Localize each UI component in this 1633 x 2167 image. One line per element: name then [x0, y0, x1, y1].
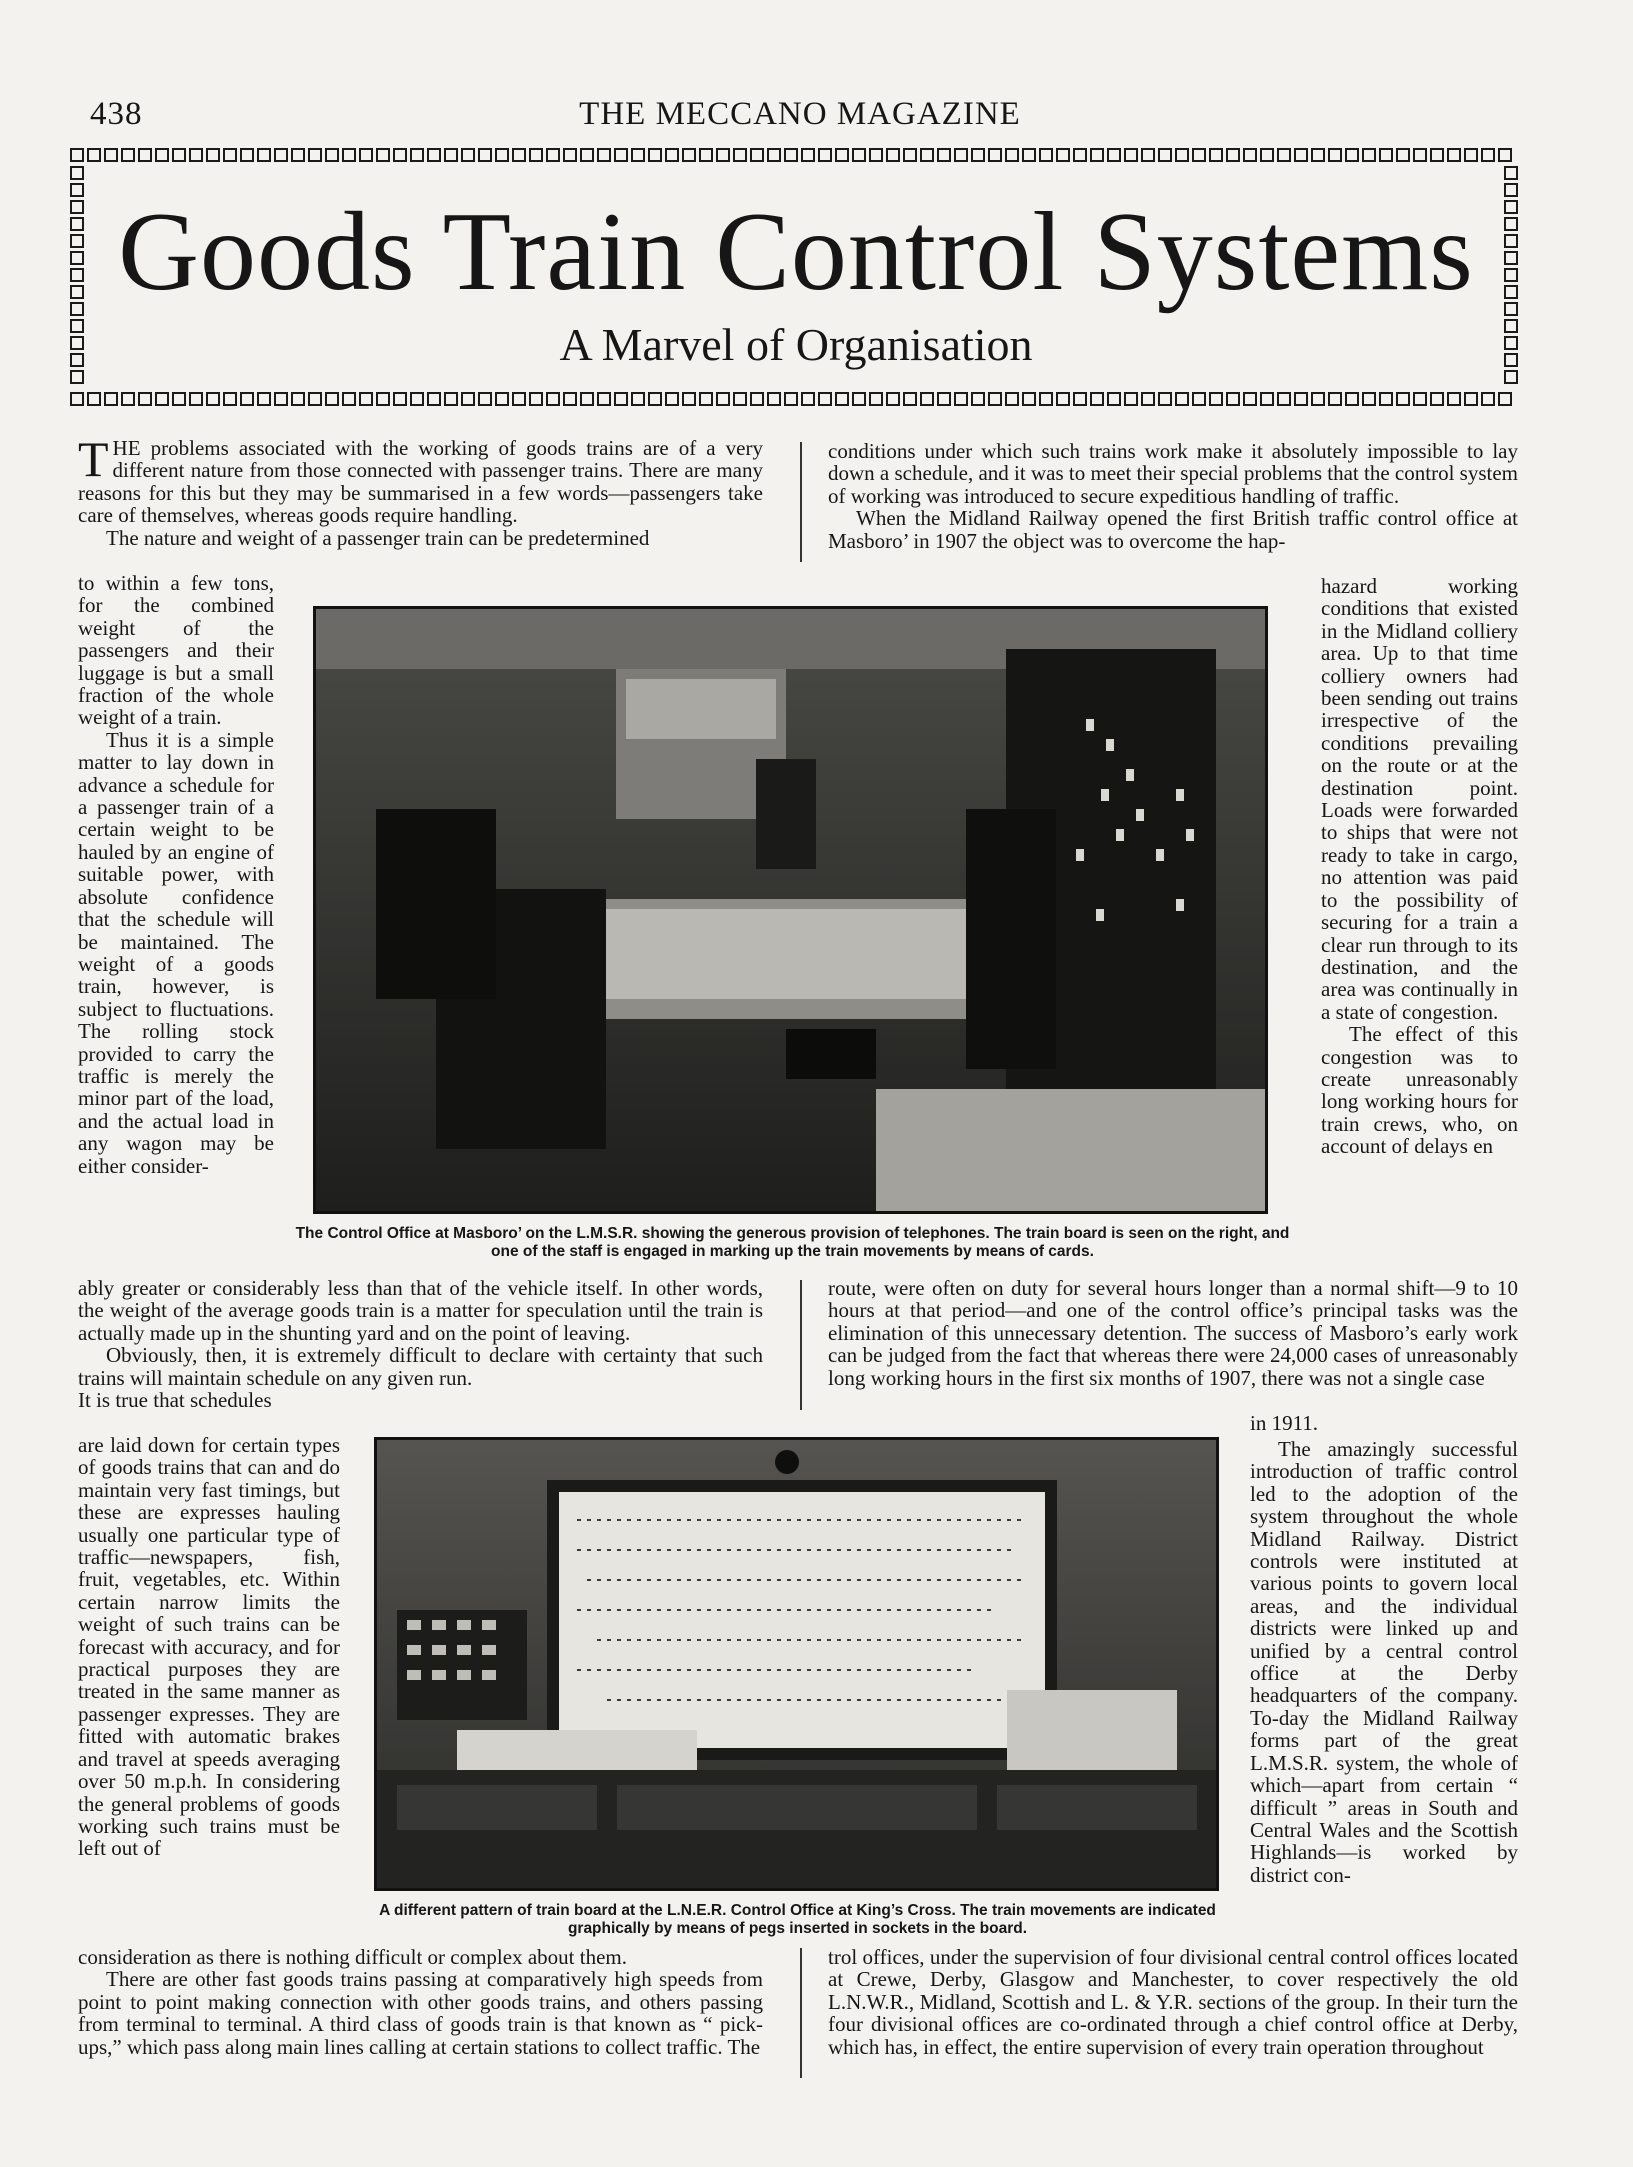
border-square	[1379, 148, 1393, 162]
border-square	[852, 148, 866, 162]
right-bottom-text	[828, 1946, 1518, 2058]
border-square	[291, 148, 305, 162]
drop-cap: T	[78, 431, 109, 487]
border-square	[1294, 148, 1308, 162]
border-square	[478, 148, 492, 162]
border-square	[1277, 148, 1291, 162]
right-narrow-text-1	[1321, 575, 1518, 1158]
border-square	[155, 148, 169, 162]
left-mid-text	[78, 1277, 763, 1411]
right-top-text	[828, 440, 1518, 552]
border-square	[835, 392, 849, 406]
border-square	[648, 148, 662, 162]
border-square	[444, 148, 458, 162]
border-square	[1158, 392, 1172, 406]
border-square	[699, 148, 713, 162]
border-square	[920, 148, 934, 162]
border-square	[784, 392, 798, 406]
border-square	[461, 392, 475, 406]
border-square	[767, 392, 781, 406]
border-square	[121, 148, 135, 162]
column-rule-top	[800, 442, 802, 562]
border-square	[869, 392, 883, 406]
border-square	[393, 392, 407, 406]
border-square	[1175, 148, 1189, 162]
border-square	[818, 148, 832, 162]
border-square	[1430, 392, 1444, 406]
border-square	[291, 392, 305, 406]
left-bottom-text	[78, 1946, 763, 2058]
border-square	[1175, 392, 1189, 406]
border-square	[1226, 392, 1240, 406]
paragraph: consideration as there is nothing difficult or complex about them.	[78, 1945, 627, 1969]
border-square	[189, 392, 203, 406]
border-square	[427, 392, 441, 406]
border-square	[512, 148, 526, 162]
border-square	[495, 148, 509, 162]
border-square	[376, 148, 390, 162]
paragraph: in 1911.	[1250, 1411, 1319, 1435]
border-square	[801, 148, 815, 162]
border-square	[1090, 392, 1104, 406]
paragraph: Thus it is a simple matter to lay down in advance a schedule for a passenger train of a certain weight to be hauled by an engine of suitable power, with absolute confidence that the schedule will be maintained. The weight of a goods train, however, is subject to fluctuations. The rolling stock provided to carry the traffic is merely the minor part of the load, and the actual load in any wagon may be either consider-	[78, 727, 274, 1178]
paragraph: HE problems associated with the working of goods trains are of a very different nature from those connected with passenger trains. There are many reasons for this but they may be summarised in a few words—passengers take care of themselves, whereas goods require handling.	[78, 436, 763, 528]
border-square	[1413, 392, 1427, 406]
border-square	[529, 148, 543, 162]
border-square	[104, 392, 118, 406]
paragraph: hazard working conditions that existed in the Midland colliery area. Up to that time colliery owners had been sending out trains irrespective of the conditions prevailing on the route or at the destination point. Loads were forwarded to ships that were not ready to take in cargo, no attention was paid to the possibility of securing for a train a clear run through to its destination, and the area was continually in a state of congestion.	[1321, 574, 1518, 1024]
left-top-text	[78, 431, 763, 550]
border-square	[1005, 148, 1019, 162]
border-square	[155, 392, 169, 406]
paragraph: ably greater or considerably less than that of the vehicle itself. In other words, the weight of the average goods train is a matter for speculation until the train is actually made up in the shunting yard and on the point of leaving.	[78, 1276, 763, 1345]
border-square	[274, 392, 288, 406]
border-square	[563, 148, 577, 162]
border-square	[1192, 148, 1206, 162]
border-square	[70, 370, 84, 384]
border-square	[410, 392, 424, 406]
border-square	[903, 392, 917, 406]
border-square	[427, 148, 441, 162]
border-square	[631, 148, 645, 162]
border-square	[716, 392, 730, 406]
paragraph: route, were often on duty for several hours longer than a normal shift—9 to 10 hours at that period—and one of the control office’s principal tasks was the elimination of this unnecessary detention. The success of Masboro’s early work can be judged from the fact that whereas there were 24,000 cases of unreasonably long working hours in the first six months of 1907, there was not a single case	[828, 1276, 1518, 1390]
border-square	[1447, 392, 1461, 406]
photo-control-office-masboro	[313, 606, 1268, 1214]
border-square	[308, 392, 322, 406]
border-square	[1294, 392, 1308, 406]
border-square	[699, 392, 713, 406]
border-square	[971, 148, 985, 162]
border-square	[1362, 392, 1376, 406]
border-square	[1056, 392, 1070, 406]
border-square	[920, 392, 934, 406]
border-square	[937, 148, 951, 162]
border-square	[546, 392, 560, 406]
caption-photo-2: A different pattern of train board at the L.N.E.R. Control Office at King’s Cross. The train movements are indicated graphically by means of pegs inserted in sockets in the board.	[379, 1902, 1216, 1937]
border-square	[1464, 148, 1478, 162]
border-square	[937, 392, 951, 406]
photo-train-board-kings-cross	[374, 1437, 1219, 1891]
border-square	[257, 392, 271, 406]
border-square	[87, 148, 101, 162]
border-square	[784, 148, 798, 162]
border-square	[1022, 148, 1036, 162]
border-square	[121, 392, 135, 406]
border-square	[988, 392, 1002, 406]
border-square	[376, 392, 390, 406]
border-square	[342, 392, 356, 406]
border-square	[733, 148, 747, 162]
border-square	[444, 392, 458, 406]
page-number: 438	[90, 96, 143, 132]
border-square	[631, 392, 645, 406]
border-square	[1226, 148, 1240, 162]
border-square	[257, 148, 271, 162]
border-square	[716, 148, 730, 162]
border-square	[529, 392, 543, 406]
photo-illustration	[377, 1440, 1216, 1888]
border-square	[733, 392, 747, 406]
paragraph: The effect of this congestion was to create unreasonably long working hours for train crews, who, on account of delays en	[1321, 1022, 1518, 1159]
border-square	[240, 148, 254, 162]
border-square	[1022, 392, 1036, 406]
border-square	[563, 392, 577, 406]
border-square	[274, 148, 288, 162]
border-square	[1311, 392, 1325, 406]
border-square	[954, 392, 968, 406]
border-square	[1005, 392, 1019, 406]
border-square	[614, 148, 628, 162]
border-square	[206, 148, 220, 162]
border-square	[886, 148, 900, 162]
border-square	[1243, 392, 1257, 406]
border-square	[325, 392, 339, 406]
border-square	[546, 148, 560, 162]
border-square	[87, 392, 101, 406]
border-square	[1073, 392, 1087, 406]
border-square	[597, 148, 611, 162]
border-square	[1107, 148, 1121, 162]
border-square	[1243, 148, 1257, 162]
border-square	[1209, 148, 1223, 162]
border-square	[1260, 148, 1274, 162]
border-square	[308, 148, 322, 162]
border-square	[835, 148, 849, 162]
border-square	[1504, 166, 1518, 180]
border-square	[359, 392, 373, 406]
border-square	[1481, 392, 1495, 406]
border-square	[172, 148, 186, 162]
right-mid-tail	[1250, 1412, 1518, 1434]
right-mid-text	[828, 1277, 1518, 1389]
border-square	[1260, 392, 1274, 406]
border-square	[189, 148, 203, 162]
border-square	[1430, 148, 1444, 162]
border-square	[886, 392, 900, 406]
border-square	[954, 148, 968, 162]
border-square	[240, 392, 254, 406]
paragraph: The nature and weight of a passenger train can be predetermined	[106, 525, 650, 550]
border-square	[580, 392, 594, 406]
border-square	[1311, 148, 1325, 162]
border-square	[478, 392, 492, 406]
border-square	[1124, 392, 1138, 406]
caption-photo-1: The Control Office at Masboro’ on the L.M.S.R. showing the generous provision of telephones. The train board is seen on the right, and one of the staff is engaged in marking up the train movements by means of cards.	[295, 1225, 1290, 1260]
paragraph: to within a few tons, for the combined weight of the passengers and their luggage is but a small fraction of the whole weight of a train.	[78, 571, 274, 730]
border-square	[767, 148, 781, 162]
column-rule-bottom	[800, 1948, 802, 2078]
border-square	[325, 148, 339, 162]
border-square	[393, 148, 407, 162]
left-narrow-text-3	[78, 1434, 340, 1860]
paragraph: are laid down for certain types of goods trains that can and do maintain very fast timings, but these are expresses hauling usually one particular type of traffic—newspapers, fish, fruit, vegetables, etc. Within certain narrow limits the weight of such trains can be forecast with accuracy, and for practical purposes they are treated in the same manner as passenger expresses. They are fitted with automatic brakes and travel at speeds averaging over 50 m.p.h. In considering the general problems of goods working such trains must be left out of	[78, 1433, 340, 1861]
border-square	[1277, 392, 1291, 406]
border-square	[682, 148, 696, 162]
border-square	[750, 392, 764, 406]
border-square	[410, 148, 424, 162]
border-square	[1141, 148, 1155, 162]
magazine-title: THE MECCANO MAGAZINE	[579, 96, 1021, 132]
border-square	[818, 392, 832, 406]
border-square	[359, 148, 373, 162]
border-square	[1107, 392, 1121, 406]
border-square	[988, 148, 1002, 162]
border-square	[801, 392, 815, 406]
border-square	[1328, 148, 1342, 162]
border-square	[104, 148, 118, 162]
border-square	[1039, 148, 1053, 162]
paragraph: When the Midland Railway opened the first British traffic control office at Masboro’ in 1907 the object was to overcome the hap-	[828, 506, 1518, 553]
border-square	[903, 148, 917, 162]
paragraph: There are other fast goods trains passing at comparatively high speeds from point to point making connection with other goods trains, and others passing from terminal to terminal. A third class of goods train is that known as “ pick-ups,” which pass along main lines calling at certain stations to collect traffic. The	[78, 1967, 763, 2059]
paragraph: Obviously, then, it is extremely difficult to declare with certainty that such trains will maintain schedule on any given run.	[78, 1343, 763, 1390]
article-subtitle: A Marvel of Organisation	[559, 319, 1033, 370]
border-square	[869, 148, 883, 162]
border-square	[70, 148, 84, 162]
border-square	[1090, 148, 1104, 162]
border-square	[138, 148, 152, 162]
border-square	[1447, 148, 1461, 162]
border-square	[852, 392, 866, 406]
right-narrow-text-3	[1250, 1438, 1518, 1886]
border-square	[1379, 392, 1393, 406]
border-square	[1192, 392, 1206, 406]
border-square	[1396, 148, 1410, 162]
border-square	[1498, 148, 1512, 162]
border-square	[138, 392, 152, 406]
border-square	[971, 392, 985, 406]
border-square	[1141, 392, 1155, 406]
border-square	[1504, 370, 1518, 384]
border-square	[172, 392, 186, 406]
border-square	[495, 392, 509, 406]
border-square	[1362, 148, 1376, 162]
column-rule-mid	[800, 1280, 802, 1410]
border-square	[223, 148, 237, 162]
border-square	[648, 392, 662, 406]
paragraph: The amazingly successful introduction of traffic control led to the adoption of the system throughout the whole Midland Railway. District controls were instituted at various points to govern local areas, and the individual districts were linked up and unified by a central control office at the Derby headquarters of the company. To-day the Midland Railway forms part of the great L.M.S.R. system, the whole of which—apart from certain “ difficult ” areas in South and Central Wales and the Scottish Highlands—is worked by district con-	[1250, 1437, 1518, 1887]
border-square	[206, 392, 220, 406]
article-title: Goods Train Control Systems	[118, 190, 1474, 314]
border-square	[1481, 148, 1495, 162]
border-square	[342, 148, 356, 162]
border-square	[1209, 392, 1223, 406]
border-square	[1073, 148, 1087, 162]
border-square	[597, 392, 611, 406]
border-square	[1345, 392, 1359, 406]
paragraph: trol offices, under the supervision of four divisional central control offices located at Crewe, Derby, Glasgow and Manchester, to cover respectively the old L.N.W.R., Midland, Scottish and L. & Y.R. sections of the group. In their turn the four divisional offices are co-ordinated through a chief control office at Derby, which has, in effect, the entire supervision of every train operation throughout	[828, 1945, 1518, 2059]
left-narrow-text-1	[78, 572, 274, 1177]
border-square	[1464, 392, 1478, 406]
photo-illustration	[316, 609, 1265, 1211]
title-frame	[70, 148, 1522, 410]
border-square	[70, 166, 84, 180]
border-square	[223, 392, 237, 406]
border-square	[1328, 392, 1342, 406]
border-square	[580, 148, 594, 162]
border-square	[614, 392, 628, 406]
border-square	[1413, 148, 1427, 162]
border-square	[461, 148, 475, 162]
border-square	[1056, 148, 1070, 162]
border-square	[665, 148, 679, 162]
border-square	[1396, 392, 1410, 406]
paragraph: It is true that schedules	[78, 1388, 272, 1413]
paragraph: conditions under which such trains work make it absolutely impossible to lay down a schedule, and it was to meet their special problems that the control system of working was introduced to secure expeditious handling of traffic.	[828, 439, 1518, 508]
border-square	[1158, 148, 1172, 162]
border-square	[665, 392, 679, 406]
border-square	[70, 392, 84, 406]
border-square	[1345, 148, 1359, 162]
border-square	[750, 148, 764, 162]
border-square	[682, 392, 696, 406]
border-square	[1039, 392, 1053, 406]
border-square	[1124, 148, 1138, 162]
border-square	[1498, 392, 1512, 406]
border-square	[512, 392, 526, 406]
